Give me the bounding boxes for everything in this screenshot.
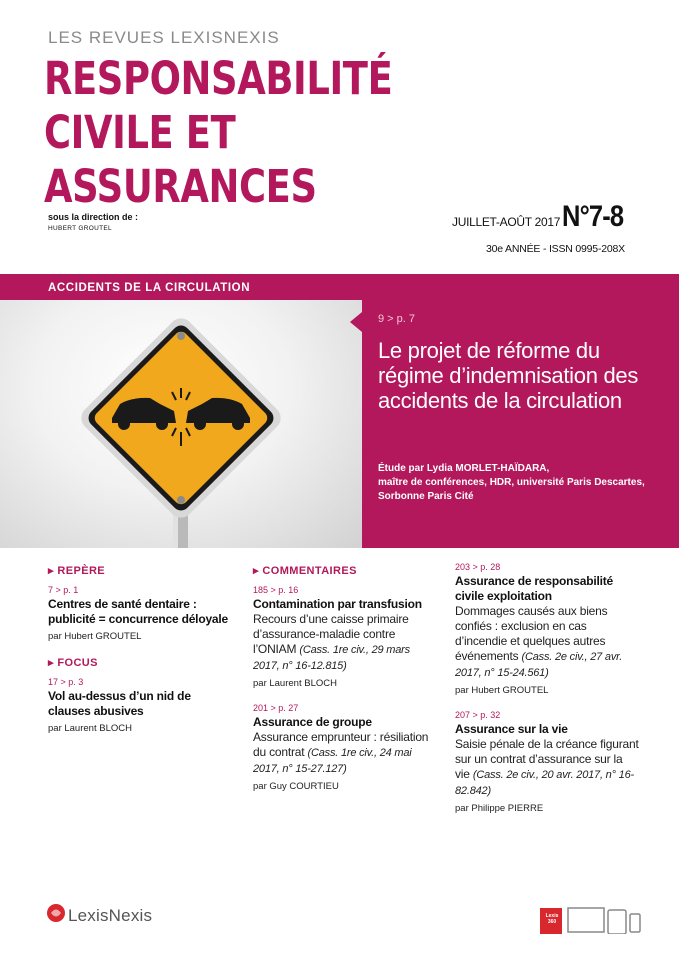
issue-number: N°7-8	[562, 200, 624, 233]
category-label: ACCIDENTS DE LA CIRCULATION	[48, 282, 251, 294]
section-head-repere: ▸ REPÈRE	[48, 565, 106, 577]
accident-sign-image	[0, 300, 362, 548]
article-title[interactable]: Assurance de responsabilité civile exploitation	[455, 574, 613, 603]
feature-ref: 9 > p. 7	[378, 313, 416, 325]
direction-label: sous la direction de :	[48, 212, 139, 222]
article-title[interactable]: Assurance sur la vie	[455, 722, 568, 736]
article-summary: Recours d’une caisse primaire d’assurance-maladie contre l’ONIAM (Cass. 1re civ., 29 mars 2017, n° 16-12.815)	[253, 612, 410, 672]
article-ref: 185 > p. 16	[253, 585, 299, 595]
article-ref: 203 > p. 28	[455, 562, 501, 572]
journal-title: RESPONSABILITÉ CIVILE ET ASSURANCES	[44, 52, 393, 213]
column-2	[253, 564, 438, 792]
lexis-360-badge	[540, 904, 650, 939]
feature-author: Étude par Lydia MORLET-HAÏDARA, maître de conférences, HDR, université Paris Descartes, Sorbonne Paris Cité	[378, 463, 645, 502]
article-title[interactable]: Contamination par transfusion	[253, 597, 422, 611]
series-name: LES REVUES LEXISNEXIS	[48, 28, 280, 47]
article-author: par Hubert GROUTEL	[455, 685, 549, 696]
section-head-focus: ▸ FOCUS	[48, 657, 98, 669]
issue-year: 30e ANNÉE - ISSN 0995-208X	[486, 243, 625, 255]
article-author: par Laurent BLOCH	[253, 678, 337, 689]
issue-date: JUILLET-AOÛT 2017 -	[452, 215, 567, 229]
badge-text: Lexis 360	[545, 913, 559, 925]
column-3	[455, 562, 640, 814]
article-author: par Philippe PIERRE	[455, 803, 544, 814]
article-title[interactable]: Centres de santé dentaire : publicité = concurrence déloyale	[48, 597, 228, 626]
director-name: HUBERT GROUTEL	[48, 225, 112, 232]
section-head-commentaires: ▸ COMMENTAIRES	[253, 565, 357, 577]
article-author: par Guy COURTIEU	[253, 781, 339, 792]
article-ref: 7 > p. 1	[48, 585, 79, 595]
article-ref: 17 > p. 3	[48, 677, 84, 687]
article-ref: 201 > p. 27	[253, 703, 299, 713]
article-author: par Laurent BLOCH	[48, 723, 132, 734]
feature-panel-pointer	[350, 312, 362, 332]
article-title[interactable]: Assurance de groupe	[253, 715, 372, 729]
article-ref: 207 > p. 32	[455, 710, 501, 720]
article-author: par Hubert GROUTEL	[48, 631, 142, 642]
column-1	[48, 564, 233, 734]
article-title[interactable]: Vol au-dessus d’un nid de clauses abusives	[48, 689, 191, 718]
brand-name: LexisNexis	[68, 906, 153, 925]
feature-title[interactable]: Le projet de réforme du régime d’indemnisation des accidents de la circulation	[378, 338, 639, 413]
article-summary: Saisie pénale de la créance figurant sur un contrat d’assurance sur la vie (Cass. 2e civ., 20 avr. 2017, n° 16-82.842)	[455, 737, 639, 797]
article-summary: Assurance emprunteur : résiliation du contrat (Cass. 1re civ., 24 mai 2017, n° 15-27.127)	[253, 730, 429, 775]
lexisnexis-logo-icon	[46, 903, 66, 928]
article-summary: Dommages causés aux biens confiés : exclusion en cas d’incendie et quelques autres événements (Cass. 2e civ., 27 avr. 2017, n° 15-24.561)	[455, 604, 623, 679]
